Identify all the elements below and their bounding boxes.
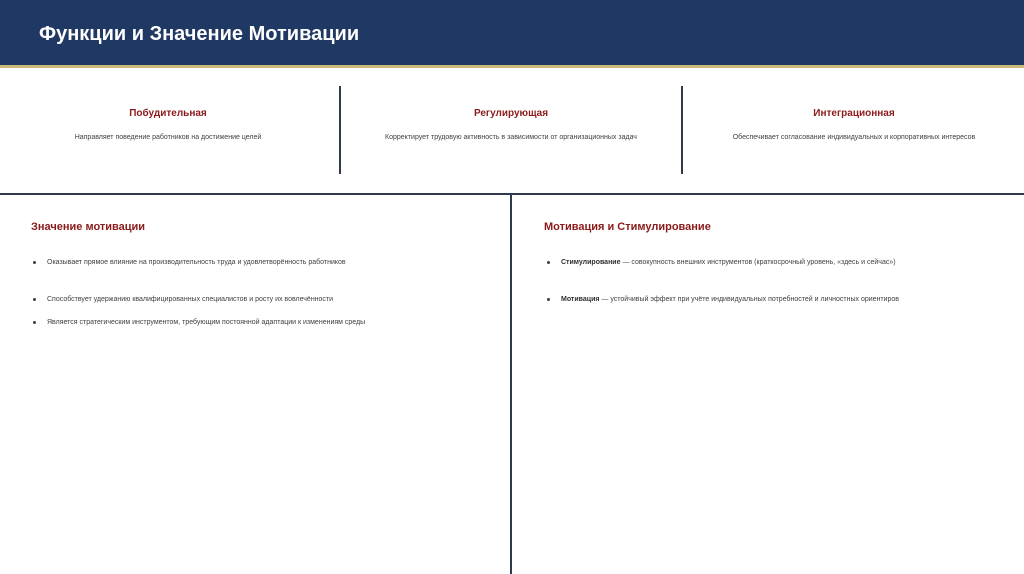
term-motivation: Мотивация: [561, 296, 600, 303]
section-divider-horizontal: [0, 193, 1024, 195]
bullet-icon: [547, 261, 550, 264]
term-definition: — совокупность внешних инструментов (краткосрочный уровень, «здесь и сейчас»): [620, 259, 896, 266]
gold-accent-line: [0, 65, 1024, 68]
comparison-heading: Мотивация и Стимулирование: [544, 221, 711, 233]
function-description: Направляет поведение работников на достижение целей: [74, 134, 262, 141]
function-title: Побудительная: [129, 108, 207, 119]
function-title: Регулирующая: [473, 108, 549, 119]
function-description: Корректирует трудовую активность в зависимости от организационных задач: [385, 134, 637, 141]
function-divider-2: [681, 86, 683, 174]
list-item-text: Оказывает прямое влияние на производительность труда и удовлетворённость работников: [47, 259, 346, 266]
function-card-motivating: [3, 108, 333, 142]
function-card-integrating: [689, 108, 1019, 142]
term-definition: — устойчивый эффект при учёте индивидуальных потребностей и личностных ориентиров: [599, 296, 900, 303]
list-item-text: [561, 258, 896, 267]
function-title: Интеграционная: [813, 108, 895, 119]
bullet-icon: [33, 298, 36, 301]
list-item-text: Способствует удержанию квалифицированных специалистов и росту их вовлечённости: [47, 296, 334, 303]
list-item-text: [561, 295, 899, 304]
bullet-icon: [33, 261, 36, 264]
term-stimulation: Стимулирование: [561, 259, 621, 266]
title-bar: [0, 0, 1024, 65]
bullet-icon: [33, 321, 36, 324]
function-description: Обеспечивает согласование индивидуальных и корпоративных интересов: [732, 134, 976, 141]
section-divider-vertical: [510, 195, 512, 574]
significance-heading: Значение мотивации: [31, 221, 146, 233]
function-card-regulating: [346, 108, 676, 142]
bullet-icon: [547, 298, 550, 301]
list-item-text: Является стратегическим инструментом, требующим постоянной адаптации к изменениям среды: [47, 319, 366, 326]
function-divider-1: [339, 86, 341, 174]
slide-title: Функции и Значение Мотивации: [39, 23, 360, 45]
